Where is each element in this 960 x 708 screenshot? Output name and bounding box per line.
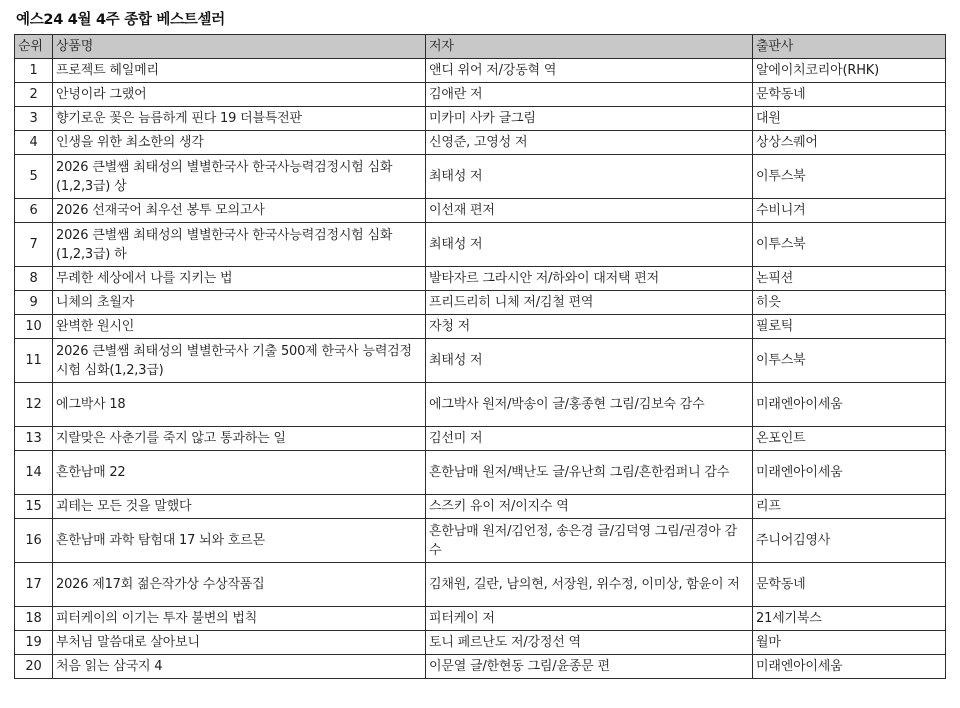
title-cell: 2026 큰별쌤 최태성의 별별한국사 기출 500제 한국사 능력검정시험 심화(1,2,3급) — [53, 339, 426, 383]
author-cell: 흔한남매 원저/김언정, 송은경 글/김덕영 그림/권경아 감수 — [426, 519, 753, 563]
rank-cell: 9 — [15, 291, 53, 315]
table-row — [15, 427, 946, 451]
rank-cell: 14 — [15, 451, 53, 495]
publisher-cell: 문학동네 — [753, 83, 946, 107]
table-row — [15, 107, 946, 131]
author-cell: 최태성 저 — [426, 339, 753, 383]
publisher-cell: 문학동네 — [753, 563, 946, 607]
title-cell: 완벽한 원시인 — [53, 315, 426, 339]
publisher-cell: 월마 — [753, 631, 946, 655]
table-row — [15, 631, 946, 655]
author-cell: 이선재 편저 — [426, 199, 753, 223]
author-cell: 최태성 저 — [426, 155, 753, 199]
author-cell: 자청 저 — [426, 315, 753, 339]
table-header-row — [15, 35, 946, 59]
title-cell: 2026 큰별쌤 최태성의 별별한국사 한국사능력검정시험 심화(1,2,3급) 상 — [53, 155, 426, 199]
rank-cell: 11 — [15, 339, 53, 383]
header-title: 상품명 — [53, 35, 426, 59]
author-cell: 김선미 저 — [426, 427, 753, 451]
header-rank: 순위 — [15, 35, 53, 59]
author-cell: 흔한남매 원저/백난도 글/유난희 그림/흔한컴퍼니 감수 — [426, 451, 753, 495]
table-row — [15, 339, 946, 383]
publisher-cell: 주니어김영사 — [753, 519, 946, 563]
publisher-cell: 미래엔아이세움 — [753, 451, 946, 495]
publisher-cell: 상상스퀘어 — [753, 131, 946, 155]
author-cell: 이문열 글/한현동 그림/윤종문 편 — [426, 655, 753, 679]
table-row — [15, 563, 946, 607]
author-cell: 발타자르 그라시안 저/하와이 대저택 편저 — [426, 267, 753, 291]
table-row — [15, 223, 946, 267]
author-cell: 에그박사 원저/박송이 글/홍종현 그림/김보숙 감수 — [426, 383, 753, 427]
table-row — [15, 655, 946, 679]
publisher-cell: 이투스북 — [753, 223, 946, 267]
title-cell: 안녕이라 그랬어 — [53, 83, 426, 107]
rank-cell: 8 — [15, 267, 53, 291]
title-cell: 부처님 말씀대로 살아보니 — [53, 631, 426, 655]
title-cell: 2026 선재국어 최우선 봉투 모의고사 — [53, 199, 426, 223]
author-cell: 프리드리히 니체 저/김철 편역 — [426, 291, 753, 315]
author-cell: 미카미 사카 글그림 — [426, 107, 753, 131]
rank-cell: 16 — [15, 519, 53, 563]
table-row — [15, 315, 946, 339]
title-cell: 프로젝트 헤일메리 — [53, 59, 426, 83]
publisher-cell: 21세기북스 — [753, 607, 946, 631]
publisher-cell: 미래엔아이세움 — [753, 383, 946, 427]
title-cell: 2026 큰별쌤 최태성의 별별한국사 한국사능력검정시험 심화(1,2,3급) 하 — [53, 223, 426, 267]
bestseller-table — [14, 34, 946, 679]
title-cell: 처음 읽는 삼국지 4 — [53, 655, 426, 679]
table-row — [15, 519, 946, 563]
publisher-cell: 리프 — [753, 495, 946, 519]
title-cell: 니체의 초월자 — [53, 291, 426, 315]
rank-cell: 4 — [15, 131, 53, 155]
table-row — [15, 495, 946, 519]
rank-cell: 19 — [15, 631, 53, 655]
table-row — [15, 607, 946, 631]
publisher-cell: 필로틱 — [753, 315, 946, 339]
rank-cell: 6 — [15, 199, 53, 223]
author-cell: 피터케이 저 — [426, 607, 753, 631]
publisher-cell: 논픽션 — [753, 267, 946, 291]
title-cell: 향기로운 꽃은 늠름하게 핀다 19 더블특전판 — [53, 107, 426, 131]
title-cell: 지랄맞은 사춘기를 죽지 않고 통과하는 일 — [53, 427, 426, 451]
publisher-cell: 이투스북 — [753, 155, 946, 199]
title-cell: 흔한남매 과학 탐험대 17 뇌와 호르몬 — [53, 519, 426, 563]
rank-cell: 15 — [15, 495, 53, 519]
table-row — [15, 267, 946, 291]
title-cell: 피터케이의 이기는 투자 불변의 법칙 — [53, 607, 426, 631]
publisher-cell: 수비니겨 — [753, 199, 946, 223]
rank-cell: 12 — [15, 383, 53, 427]
publisher-cell: 대원 — [753, 107, 946, 131]
author-cell: 신영준, 고영성 저 — [426, 131, 753, 155]
title-cell: 무례한 세상에서 나를 지키는 법 — [53, 267, 426, 291]
header-publisher: 출판사 — [753, 35, 946, 59]
table-row — [15, 131, 946, 155]
author-cell: 토니 페르난도 저/강정선 역 — [426, 631, 753, 655]
rank-cell: 5 — [15, 155, 53, 199]
author-cell: 앤디 위어 저/강동혁 역 — [426, 59, 753, 83]
title-cell: 에그박사 18 — [53, 383, 426, 427]
publisher-cell: 이투스북 — [753, 339, 946, 383]
rank-cell: 10 — [15, 315, 53, 339]
author-cell: 최태성 저 — [426, 223, 753, 267]
table-row — [15, 83, 946, 107]
author-cell: 김애란 저 — [426, 83, 753, 107]
rank-cell: 18 — [15, 607, 53, 631]
title-cell: 인생을 위한 최소한의 생각 — [53, 131, 426, 155]
author-cell: 김채원, 길란, 남의현, 서장원, 위수정, 이미상, 함윤이 저 — [426, 563, 753, 607]
title-cell: 흔한남매 22 — [53, 451, 426, 495]
rank-cell: 13 — [15, 427, 53, 451]
publisher-cell: 히읏 — [753, 291, 946, 315]
table-row — [15, 383, 946, 427]
publisher-cell: 온포인트 — [753, 427, 946, 451]
header-author: 저자 — [426, 35, 753, 59]
title-cell: 2026 제17회 젊은작가상 수상작품집 — [53, 563, 426, 607]
table-row — [15, 59, 946, 83]
table-row — [15, 199, 946, 223]
table-row — [15, 155, 946, 199]
rank-cell: 3 — [15, 107, 53, 131]
rank-cell: 2 — [15, 83, 53, 107]
table-row — [15, 291, 946, 315]
rank-cell: 1 — [15, 59, 53, 83]
publisher-cell: 미래엔아이세움 — [753, 655, 946, 679]
publisher-cell: 알에이치코리아(RHK) — [753, 59, 946, 83]
page-title: 예스24 4월 4주 종합 베스트셀러 — [16, 12, 225, 28]
author-cell: 스즈키 유이 저/이지수 역 — [426, 495, 753, 519]
title-cell: 괴테는 모든 것을 말했다 — [53, 495, 426, 519]
rank-cell: 20 — [15, 655, 53, 679]
rank-cell: 7 — [15, 223, 53, 267]
rank-cell: 17 — [15, 563, 53, 607]
table-row — [15, 451, 946, 495]
